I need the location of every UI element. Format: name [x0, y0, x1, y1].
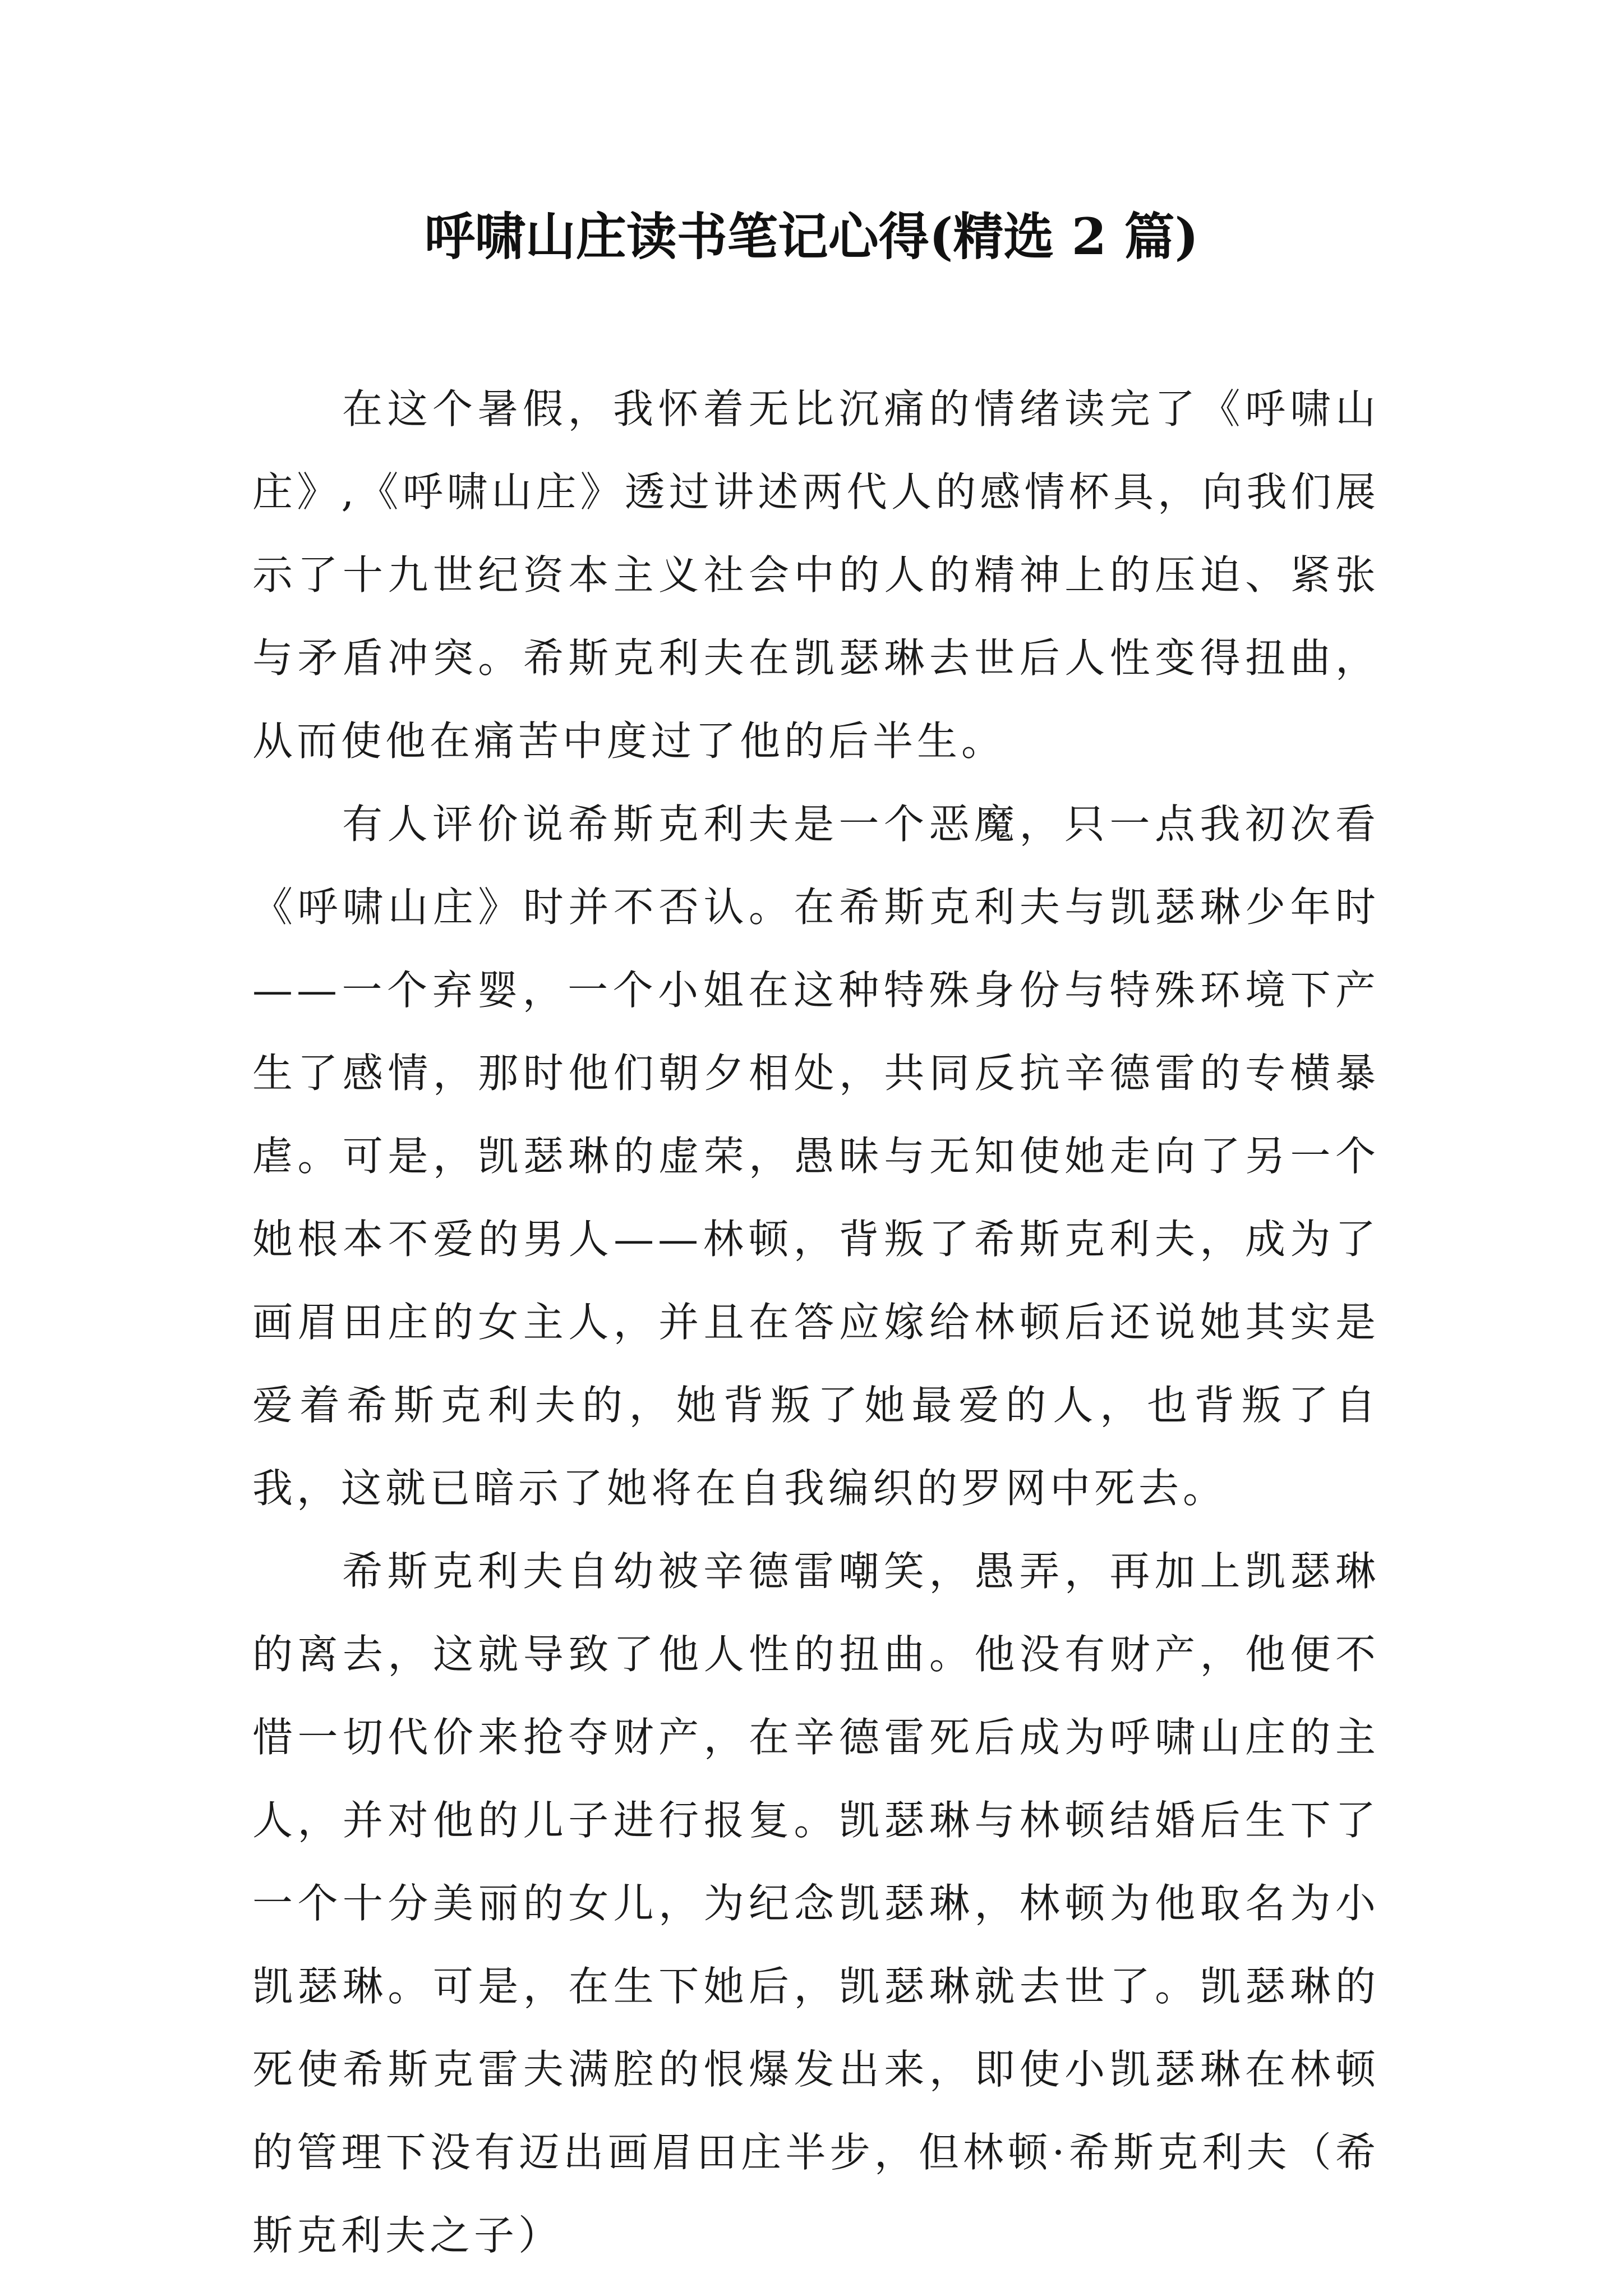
- paragraph-1: 在这个暑假，我怀着无比沉痛的情绪读完了《呼啸山庄》,《呼啸山庄》透过讲述两代人的感情杯具，向我们展示了十九世纪资本主义社会中的人的精神上的压迫、紧张与矛盾冲突。希斯克利夫在凯瑟琳去世后人性变得扭曲，从而使他在痛苦中度过了他的后半生。: [252, 385, 1380, 765]
- document-body: [252, 367, 1380, 2277]
- document-title: 呼啸山庄读书笔记心得(精选 2 篇): [424, 207, 1199, 266]
- paragraph-2: 有人评价说希斯克利夫是一个恶魔，只一点我初次看《呼啸山庄》时并不否认。在希斯克利夫与凯瑟琳少年时——一个弃婴，一个小姐在这种特殊身份与特殊环境下产生了感情，那时他们朝夕相处，共同反抗辛德雷的专横暴虐。可是，凯瑟琳的虚荣，愚昧与无知使她走向了另一个她根本不爱的男人——林顿，背叛了希斯克利夫，成为了画眉田庄的女主人，并且在答应嫁给林顿后还说她其实是爱着希斯克利夫的，她背叛了她最爱的人，也背叛了自我，这就已暗示了她将在自我编织的罗网中死去。: [252, 800, 1380, 1512]
- paragraph-3: 希斯克利夫自幼被辛德雷嘲笑，愚弄，再加上凯瑟琳的离去，这就导致了他人性的扭曲。他没有财产，他便不惜一切代价来抢夺财产，在辛德雷死后成为呼啸山庄的主人，并对他的儿子进行报复。凯瑟琳与林顿结婚后生下了一个十分美丽的女儿，为纪念凯瑟琳，林顿为他取名为小凯瑟琳。可是，在生下她后，凯瑟琳就去世了。凯瑟琳的死使希斯克雷夫满腔的恨爆发出来，即使小凯瑟琳在林顿的管理下没有迈出画眉田庄半步，但林顿·希斯克利夫（希斯克利夫之子）: [252, 1548, 1380, 2259]
